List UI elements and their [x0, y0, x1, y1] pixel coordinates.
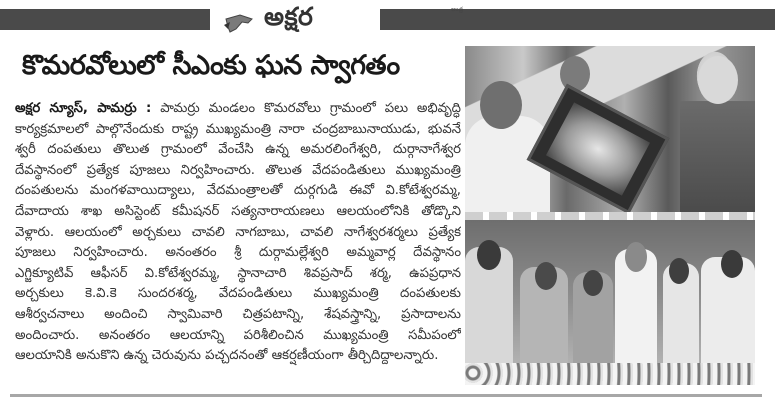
pen-nib-icon [222, 5, 256, 35]
photo-figure [698, 56, 738, 104]
photo-cm-receiving-framed-portrait [465, 46, 755, 212]
article-line: పూజలు నిర్వహించారు. అనంతరం శ్రీ దుర్గామల్లేశ్వరి అమ్మవార్ల దేవస్థానం [15, 245, 461, 261]
photo-figure [625, 242, 647, 272]
bottom-divider [10, 394, 762, 397]
masthead-bar-left [0, 9, 210, 30]
article-body [15, 99, 461, 367]
article-line: కార్యక్రమాలలో పాల్గొనేందుకు రాష్ట్ర ముఖ్యమంత్రి నారా చంద్రబాబునాయుడు, భువనే [15, 121, 461, 137]
photo-flowers [465, 363, 755, 385]
masthead-logo [222, 0, 464, 40]
article-line: అక్షర న్యూస్, పామర్రు : పామర్రు మండలం కొమరవోలు గ్రామంలో పలు అభివృద్ధి [15, 101, 461, 116]
article-dateline: అక్షర న్యూస్, పామర్రు : [15, 101, 152, 116]
photo-cm-lamp-lighting-ceremony [465, 220, 755, 385]
photo-figure [721, 250, 743, 278]
photo-figure [680, 101, 755, 212]
article-line: దంపతులను మంగళవాయిద్యాలు, వేదమంత్రాలతో దుర్గగుడి ఈవో వి.కోటేశ్వరమ్మ, [15, 183, 461, 199]
article-headline: కొమరవోలులో సీఎంకు ఘన స్వాగతం [22, 50, 400, 81]
masthead-title: అక్షర [264, 2, 314, 31]
photo-figure [477, 240, 501, 270]
photo-figure [535, 262, 557, 290]
article-line: దేవస్థానంలో ప్రత్యేక పూజలు నిర్వహించారు. తొలుత వేదపండితులు ముఖ్యమంత్రి [15, 162, 461, 178]
article-line: దేవాదాయ శాఖ అసిస్టెంట్ కమీషనర్ సత్యనారాయణలు ఆలయంలోనికి తోడ్కొని [15, 203, 461, 219]
photo-figure [480, 81, 522, 129]
article-line: ఆలయానికి అనుకొని ఉన్న చెరువును పచ్చదనంతో ఆకర్షణీయంగా తీర్చిదిద్దాలన్నారు. [15, 348, 439, 364]
photo-figure [583, 270, 603, 296]
article-line: శ్వరీ దంపతులు తొలుత గ్రామంలో వేంచేసి ఉన్న అమరలింగేశ్వరి, దుర్గానాగేశ్వర [15, 142, 461, 158]
photo-figure [669, 258, 689, 284]
photo-divider [465, 212, 755, 220]
article-line: అర్చకులు కె.వి.కె సుందరశర్మ, వేదపండితులు ముఖ్యమంత్రి దంపతులకు [15, 286, 461, 302]
masthead-bar-right [380, 9, 775, 30]
article-line: ఆశీర్వచనాలు అందించి స్వామివారి చిత్రపటాన్ని, శేషవస్త్రాన్ని, ప్రసాదాలను [15, 306, 461, 322]
article-line: వెళ్లారు. ఆలయంలో అర్చకులు చావలి నాగబాబు, చావలి నాగేశ్వరశర్మలు ప్రత్యేక [15, 224, 461, 240]
article-line: అందించారు. అనంతరం ఆలయాన్ని పరిశీలించిన ముఖ్యమంత్రి సమీపంలో [15, 327, 461, 343]
masthead-small-label: అంధ్ర [451, 6, 464, 13]
article-line: ఎగ్జిక్యూటివ్ ఆఫీసర్ వి.కోటేశ్వరమ్మ, స్థానాచారి శివప్రసాద్ శర్మ, ఉపప్రధాన [15, 265, 461, 281]
